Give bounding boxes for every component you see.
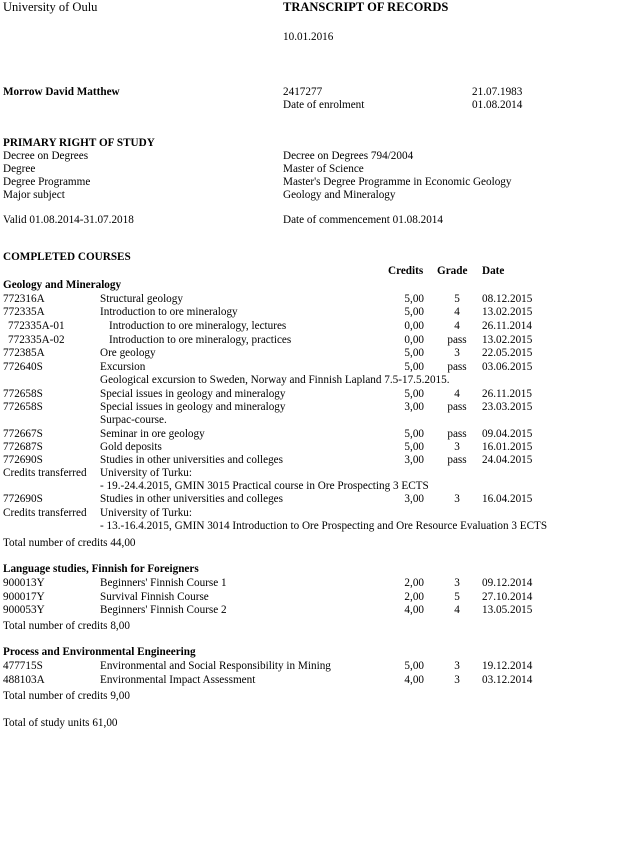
group-total-credits: Total number of credits 8,00 (3, 620, 130, 632)
study-right-value: Decree on Degrees 794/2004 (283, 150, 414, 162)
course-grade: 5 (454, 591, 460, 603)
course-grade: pass (447, 334, 467, 346)
document-date: 10.01.2016 (283, 31, 334, 43)
course-code: 772690S (3, 493, 43, 505)
column-header-grade: Grade (437, 265, 468, 277)
course-name: Ore geology (100, 347, 156, 359)
study-right-label: Major subject (3, 189, 65, 201)
course-date: 03.12.2014 (482, 674, 533, 686)
course-credits: 5,00 (404, 293, 424, 305)
course-name: Beginners' Finnish Course 1 (100, 577, 227, 589)
course-name: Gold deposits (100, 441, 162, 453)
enrolment-date: 01.08.2014 (472, 99, 523, 111)
course-date: 16.01.2015 (482, 441, 533, 453)
course-name: Surpac-course. (100, 414, 167, 426)
course-credits: 5,00 (404, 660, 424, 672)
course-credits: 0,00 (404, 334, 424, 346)
course-grade: pass (447, 428, 467, 440)
course-name: Environmental and Social Responsibility in Mining (100, 660, 331, 672)
course-code: 772335A-01 (8, 320, 65, 332)
course-group-title: Process and Environmental Engineering (3, 646, 196, 658)
course-credits: 2,00 (404, 577, 424, 589)
course-code: 900053Y (3, 604, 45, 616)
study-right-label: Degree (3, 163, 36, 175)
group-total-credits: Total number of credits 44,00 (3, 537, 136, 549)
course-code: 477715S (3, 660, 43, 672)
study-right-heading: PRIMARY RIGHT OF STUDY (3, 137, 155, 149)
course-name: Introduction to ore mineralogy, lectures (109, 320, 287, 332)
course-name: Introduction to ore mineralogy, practices (109, 334, 292, 346)
course-code: 772690S (3, 454, 43, 466)
course-code: 772658S (3, 388, 43, 400)
course-grade: 4 (454, 604, 460, 616)
course-grade: 5 (454, 293, 460, 305)
course-grade: 3 (454, 441, 460, 453)
course-grade: 4 (454, 306, 460, 318)
course-grade: 3 (454, 660, 460, 672)
course-grade: 3 (454, 347, 460, 359)
course-code: 900013Y (3, 577, 45, 589)
group-total-credits: Total number of credits 9,00 (3, 690, 130, 702)
grand-total: Total of study units 61,00 (3, 717, 118, 729)
course-name: Excursion (100, 361, 146, 373)
course-name: Studies in other universities and colleges (100, 454, 284, 466)
course-credits: 5,00 (404, 306, 424, 318)
study-right-value: Geology and Mineralogy (283, 189, 396, 201)
course-code: 772316A (3, 293, 45, 305)
course-credits: 2,00 (404, 591, 424, 603)
course-date: 26.11.2014 (482, 320, 532, 332)
study-right-value: Master's Degree Programme in Economic Geology (283, 176, 512, 188)
commencement-date: Date of commencement 01.08.2014 (283, 214, 443, 226)
student-number: 2417277 (283, 86, 323, 98)
course-credits: 5,00 (404, 361, 424, 373)
course-grade: 3 (454, 493, 460, 505)
study-right-valid: Valid 01.08.2014-31.07.2018 (3, 214, 134, 226)
course-credits: 4,00 (404, 674, 424, 686)
course-credits: 3,00 (404, 401, 424, 413)
study-right-value: Master of Science (283, 163, 364, 175)
university-name: University of Oulu (3, 0, 98, 14)
course-date: 03.06.2015 (482, 361, 533, 373)
document-title: TRANSCRIPT OF RECORDS (283, 0, 449, 14)
course-grade: 4 (454, 320, 460, 332)
course-name: - 19.-24.4.2015, GMIN 3015 Practical course in Ore Prospecting 3 ECTS (100, 480, 429, 492)
column-header-date: Date (482, 265, 505, 277)
course-date: 08.12.2015 (482, 293, 533, 305)
course-date: 23.03.2015 (482, 401, 533, 413)
course-name: Special issues in geology and mineralogy (100, 388, 286, 400)
course-date: 13.02.2015 (482, 334, 533, 346)
course-credits: 5,00 (404, 428, 424, 440)
course-code: 772335A (3, 306, 45, 318)
course-name: Introduction to ore mineralogy (100, 306, 238, 318)
course-name: Seminar in ore geology (100, 428, 205, 440)
course-group-title: Language studies, Finnish for Foreigners (3, 563, 199, 575)
course-date: 09.04.2015 (482, 428, 533, 440)
course-credits: 5,00 (404, 388, 424, 400)
course-code: 772687S (3, 441, 43, 453)
course-code: 900017Y (3, 591, 45, 603)
course-code: 772667S (3, 428, 43, 440)
course-code: 488103A (3, 674, 45, 686)
completed-courses-heading: COMPLETED COURSES (3, 251, 131, 263)
course-date: 13.05.2015 (482, 604, 533, 616)
course-credits: 5,00 (404, 347, 424, 359)
course-code: Credits transferred (3, 507, 87, 519)
course-date: 27.10.2014 (482, 591, 533, 603)
study-right-label: Degree Programme (3, 176, 91, 188)
course-grade: 4 (454, 388, 460, 400)
column-header-credits: Credits (388, 265, 424, 277)
course-code: Credits transferred (3, 467, 87, 479)
course-grade: pass (447, 454, 467, 466)
course-date: 26.11.2015 (482, 388, 532, 400)
course-date: 22.05.2015 (482, 347, 533, 359)
course-code: 772640S (3, 361, 43, 373)
course-name: University of Turku: (100, 507, 192, 519)
course-name: Structural geology (100, 293, 183, 305)
course-credits: 4,00 (404, 604, 424, 616)
course-name: Survival Finnish Course (100, 591, 209, 603)
course-date: 19.12.2014 (482, 660, 533, 672)
course-code: 772335A-02 (8, 334, 65, 346)
course-credits: 3,00 (404, 493, 424, 505)
course-name: Special issues in geology and mineralogy (100, 401, 286, 413)
course-name: Studies in other universities and colleges (100, 493, 284, 505)
course-grade: pass (447, 361, 467, 373)
study-right-label: Decree on Degrees (3, 150, 89, 162)
course-grade: pass (447, 401, 467, 413)
course-name: - 13.-16.4.2015, GMIN 3014 Introduction to Ore Prospecting and Ore Resource Evaluation 3 ECTS (100, 520, 548, 532)
course-credits: 5,00 (404, 441, 424, 453)
course-credits: 3,00 (404, 454, 424, 466)
course-name: Environmental Impact Assessment (100, 674, 256, 686)
course-name: Geological excursion to Sweden, Norway and Finnish Lapland 7.5-17.5.2015. (100, 374, 450, 386)
student-name: Morrow David Matthew (3, 86, 120, 98)
course-code: 772385A (3, 347, 45, 359)
course-date: 24.04.2015 (482, 454, 533, 466)
course-group-title: Geology and Mineralogy (3, 279, 122, 291)
course-grade: 3 (454, 577, 460, 589)
course-credits: 0,00 (404, 320, 424, 332)
course-date: 09.12.2014 (482, 577, 533, 589)
enrolment-label: Date of enrolment (283, 99, 365, 111)
course-date: 13.02.2015 (482, 306, 533, 318)
course-name: University of Turku: (100, 467, 192, 479)
course-name: Beginners' Finnish Course 2 (100, 604, 227, 616)
birth-date: 21.07.1983 (472, 86, 523, 98)
course-grade: 3 (454, 674, 460, 686)
course-date: 16.04.2015 (482, 493, 533, 505)
course-code: 772658S (3, 401, 43, 413)
